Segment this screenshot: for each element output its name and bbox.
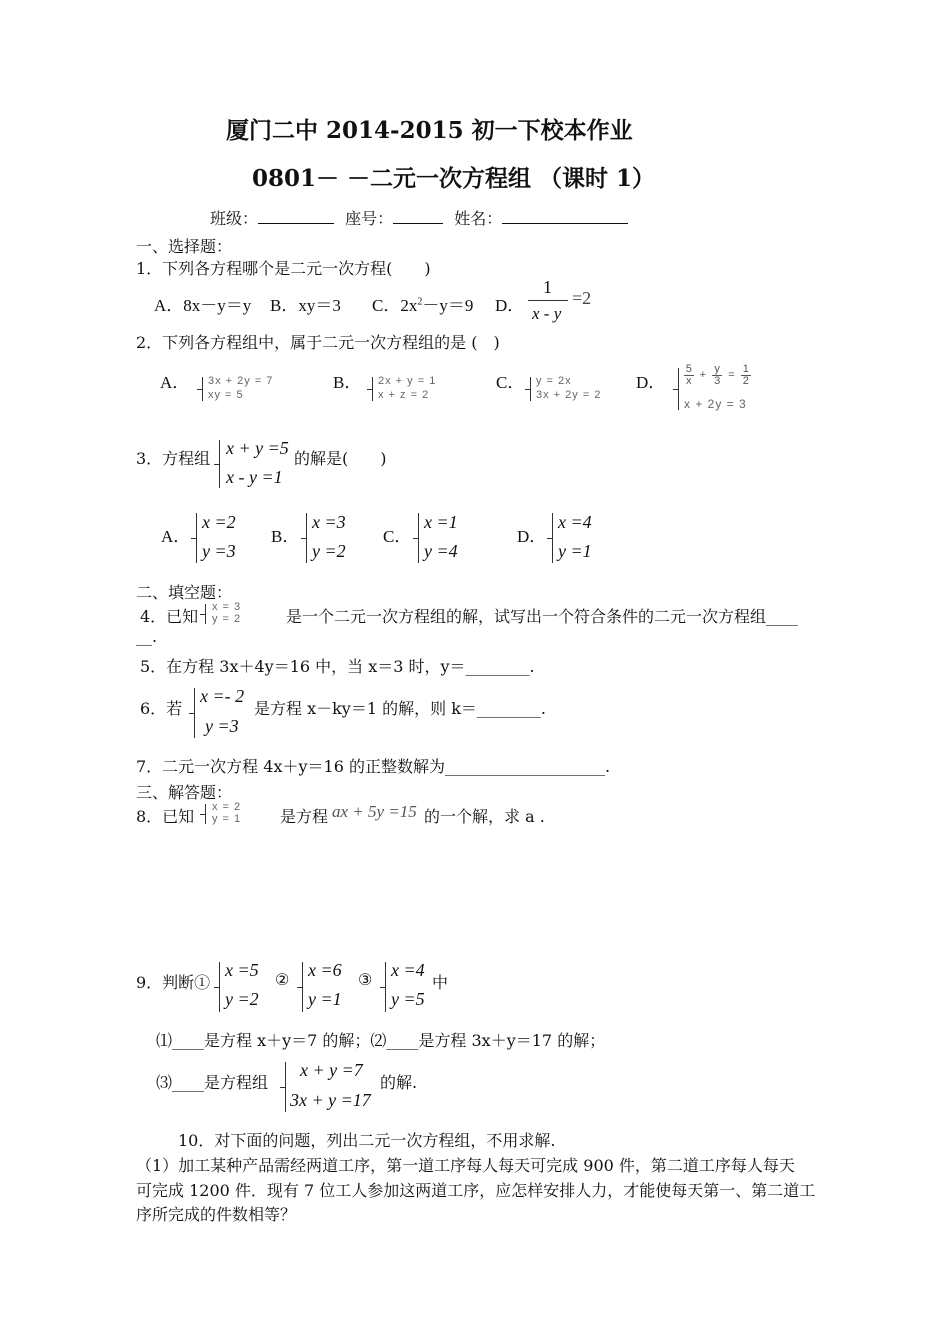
q2-a-line2: xy = 5 xyxy=(208,389,244,401)
q6-post: 是方程 x－ky＝1 的解，则 k＝________. xyxy=(254,699,546,718)
page-title: 厦门二中 2014-2015 初一下校本作业 xyxy=(226,117,633,144)
q2-d-line2: x + 2y = 3 xyxy=(684,397,747,411)
q3-stem-post: 的解是( ) xyxy=(294,449,387,468)
q3-sys-line2: x - y =1 xyxy=(226,467,283,487)
q9-mark-2: ② xyxy=(275,970,290,989)
q9-s1-line2: y =2 xyxy=(225,989,259,1009)
q1-option-c: C．$2x^2-y=9$ xyxy=(372,296,474,315)
q3-d-line1: x =4 xyxy=(558,512,592,532)
name-label: 姓名： xyxy=(454,209,503,228)
q10-line1: （1）加工某种产品需经两道工序，第一道工序每人每天可完成 900 件，第二道工序每人每天 xyxy=(136,1156,795,1175)
q1-d-denominator: x - y xyxy=(532,304,562,323)
q3-option-b-label: B． xyxy=(271,527,300,546)
q2-d-line1: $\frac{5}{x} + \frac{y}{3} = \frac{1}{2}$ xyxy=(685,363,749,387)
class-label: 班级： xyxy=(210,209,259,228)
q9-s3-line1: x =4 xyxy=(391,960,425,980)
q6-pre: 6．若 xyxy=(140,699,183,718)
q10-stem: 10．对下面的问题，列出二元一次方程组，不用求解. xyxy=(178,1131,556,1150)
q4-continuation: __. xyxy=(136,627,158,646)
q6-sys-line1: x =- 2 xyxy=(200,686,245,706)
q4-pre: 4．已知 xyxy=(140,607,199,626)
page-subtitle: 0801－ －二元一次方程组 （课时 1） xyxy=(252,165,656,192)
q5-text: 5．在方程 3x＋4y＝16 中，当 x＝3 时，y＝________. xyxy=(140,657,535,676)
q4-sys-line2: y = 2 xyxy=(212,613,242,625)
q3-stem-pre: 3．方程组 xyxy=(136,449,211,468)
q9-s2-line2: y =1 xyxy=(308,989,342,1009)
q10-line3: 序所完成的件数相等？ xyxy=(136,1205,297,1224)
q2-option-a-label: A． xyxy=(160,373,190,392)
section-fill-heading: 二、填空题： xyxy=(136,583,233,602)
q1-option-d-label: D． xyxy=(495,296,525,315)
q1-option-b: B．xy＝3 xyxy=(270,296,341,315)
name-blank[interactable] xyxy=(502,209,628,224)
q9-mark-3: ③ xyxy=(358,970,373,989)
section-solve-heading: 三、解答题： xyxy=(136,783,233,802)
q3-option-d-label: D． xyxy=(517,527,547,546)
q3-a-line1: x =2 xyxy=(202,512,236,532)
q1-d-rhs: =2 xyxy=(572,288,592,308)
q8-pre: 8．已知 xyxy=(136,807,195,826)
q2-stem: 2．下列各方程组中，属于二元一次方程组的是 ( ) xyxy=(136,333,500,352)
q9-s2-line1: x =6 xyxy=(308,960,342,980)
q2-a-line1: 3x + 2y = 7 xyxy=(208,375,274,387)
q1-option-a: A．8x－y＝y xyxy=(154,296,252,315)
q9-part-3-post: 的解. xyxy=(380,1073,418,1092)
q2-c-line1: y = 2x xyxy=(536,375,572,387)
q8-equation: ax + 5y =15 xyxy=(332,802,417,821)
q2-b-line2: x + z = 2 xyxy=(378,389,430,401)
q8-mid: 是方程 xyxy=(280,807,329,826)
q9-post: 中 xyxy=(432,973,449,992)
q3-c-line1: x =1 xyxy=(424,512,458,532)
q4-sys-line1: x = 3 xyxy=(212,601,242,613)
q3-b-line2: y =2 xyxy=(312,541,346,561)
q1-d-numerator: 1 xyxy=(543,277,552,297)
seat-label: 座号： xyxy=(345,209,394,228)
q3-b-line1: x =3 xyxy=(312,512,346,532)
class-blank[interactable] xyxy=(258,209,334,224)
q9-p3-line1: x + y =7 xyxy=(300,1060,363,1080)
q1-d-fraction-bar xyxy=(528,300,568,301)
q7-text: 7．二元一次方程 4x＋y＝16 的正整数解为____________________. xyxy=(136,757,611,776)
q2-option-d-label: D． xyxy=(636,373,666,392)
q4-post: 是一个二元一次方程组的解，试写出一个符合条件的二元一次方程组____ xyxy=(286,607,799,626)
q3-a-line2: y =3 xyxy=(202,541,236,561)
seat-blank[interactable] xyxy=(393,209,443,224)
student-info-line xyxy=(210,206,628,229)
q8-sys-line1: x = 2 xyxy=(212,801,242,813)
q3-d-line2: y =1 xyxy=(558,541,592,561)
q3-sys-line1: x + y =5 xyxy=(226,438,289,458)
q10-line2: 可完成 1200 件．现有 7 位工人参加这两道工序，应怎样安排人力，才能使每天第一、第二道工 xyxy=(136,1181,816,1200)
q8-sys-line2: y = 1 xyxy=(212,813,242,825)
q6-sys-line2: y =3 xyxy=(205,716,239,736)
q1-stem: 1．下列各方程哪个是二元一次方程( ) xyxy=(136,259,431,278)
section-choice-heading: 一、选择题： xyxy=(136,237,233,256)
q9-part-3-pre: ⑶____是方程组 xyxy=(156,1073,269,1092)
q2-option-b-label: B． xyxy=(333,373,362,392)
q3-c-line2: y =4 xyxy=(424,541,458,561)
q9-parts-1-2: ⑴____是方程 x＋y＝7 的解；⑵____是方程 3x＋y＝17 的解； xyxy=(156,1031,606,1050)
q8-post: 的一个解，求 a . xyxy=(424,807,545,826)
q2-b-line1: 2x + y = 1 xyxy=(378,375,437,387)
q9-s1-line1: x =5 xyxy=(225,960,259,980)
q3-option-a-label: A． xyxy=(161,527,191,546)
q2-c-line2: 3x + 2y = 2 xyxy=(536,389,602,401)
q3-option-c-label: C． xyxy=(383,527,412,546)
q9-pre: 9．判断① xyxy=(136,973,211,992)
q9-p3-line2: 3x + y =17 xyxy=(290,1090,371,1110)
q9-s3-line2: y =5 xyxy=(391,989,425,1009)
q2-option-c-label: C． xyxy=(496,373,525,392)
